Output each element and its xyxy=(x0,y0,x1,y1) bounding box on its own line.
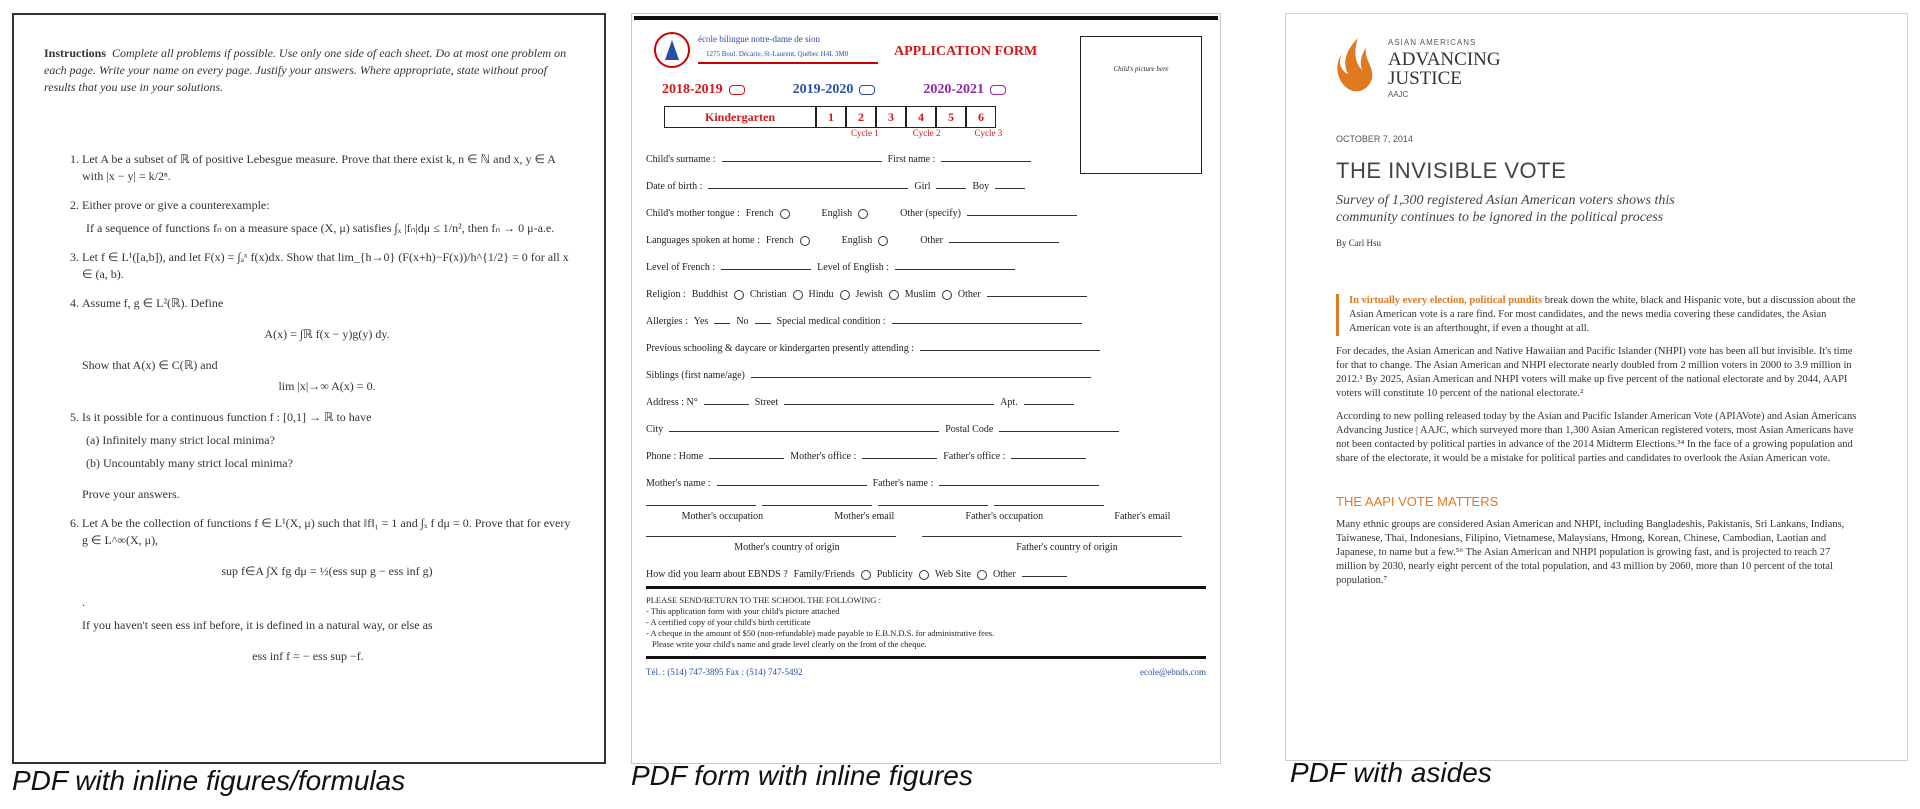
father-email-field[interactable] xyxy=(994,504,1104,506)
christian-label: Christian xyxy=(749,289,787,300)
send-item: - A certified copy of your child's birth certificate xyxy=(646,617,811,627)
byline: By Carl Hsu xyxy=(1336,238,1381,248)
mother-occupation-label: Mother's occupation xyxy=(681,511,764,522)
year-2020-2021[interactable] xyxy=(923,82,1006,98)
radio-icon[interactable] xyxy=(977,570,987,580)
family-label: Family/Friends xyxy=(793,569,855,580)
grade-kindergarten[interactable]: Kindergarten xyxy=(664,106,816,128)
previous-label: Previous schooling & daycare or kindergarten presently attending : xyxy=(646,343,915,354)
report-date: OCTOBER 7, 2014 xyxy=(1336,134,1413,144)
problem-6-head: 6. Let A be the collection of functions f ∈ L¹(X, μ) such that ‖f‖₁ = 1 and ∫ₓ f dμ = 0. Prove that for every g ∈ L^∞(X, μ), xyxy=(82,516,571,547)
problem-1: 1. Let A be a subset of ℝ of positive Lebesgue measure. Prove that there exist k, n ∈ ℕ and x, y ∈ A with |x − y| = k/2ⁿ. xyxy=(82,151,572,185)
problem-4-show: Show that A(x) ∈ C(ℝ) and xyxy=(82,358,218,372)
mother-name-field[interactable] xyxy=(717,484,867,486)
address-number-field[interactable] xyxy=(704,403,749,405)
aajc-report-page xyxy=(1285,13,1908,761)
mother-tongue-label: Child's mother tongue : xyxy=(646,208,740,219)
medical-field[interactable] xyxy=(892,322,1082,324)
problem-4-equation: A(x) = ∫ℝ f(x − y)g(y) dy. xyxy=(264,327,390,341)
level-french-field[interactable] xyxy=(721,268,811,270)
other-label: Other xyxy=(993,569,1016,580)
problem-2-head: 2. Either prove or give a counterexample: xyxy=(82,198,270,212)
postal-field[interactable] xyxy=(999,430,1119,432)
phone-home-field[interactable] xyxy=(709,457,784,459)
siblings-field[interactable] xyxy=(751,376,1091,378)
year-2018-2019[interactable] xyxy=(662,82,745,98)
problem-2 xyxy=(82,197,572,237)
org-top: ASIAN AMERICANS xyxy=(1388,38,1477,47)
application-form-page xyxy=(631,13,1221,764)
other-source-field[interactable] xyxy=(1022,575,1067,577)
first-name-label: First name : xyxy=(887,154,936,165)
radio-icon[interactable] xyxy=(793,290,803,300)
report-subtitle: Survey of 1,300 registered Asian American voters shows this community continues to be ignored in the political process xyxy=(1336,193,1675,225)
other-label: Other xyxy=(957,289,981,300)
jewish-label: Jewish xyxy=(855,289,883,300)
report-title: THE INVISIBLE VOTE xyxy=(1336,158,1567,183)
send-item: Please write your child's name and grade level clearly on the front of the cheque. xyxy=(652,639,927,649)
buddhist-label: Buddhist xyxy=(691,289,728,300)
occupation-labels xyxy=(646,511,1206,522)
radio-icon[interactable] xyxy=(734,290,744,300)
apt-label: Apt. xyxy=(1000,397,1018,408)
father-country-field[interactable] xyxy=(922,535,1182,537)
paragraph-4: Many ethnic groups are considered Asian American and NHPI, including Bangladeshis, Pakistanis, Sri Lankans, Indians, Taiwanese, Thai, Indonesians, Filipino, Vietnamese, Malaysians, Hmong, Korean, Chinese, Cambodian, Laotian and Japanese, to name but a few.⁵⁶ The Asian American and NHPI population is growing fast, and is projected to reach 27 million by 2030, nearly eight percent of the total population, and 43 million by 2060, more than 10 percent of the total population.⁷ xyxy=(1336,519,1845,586)
father-office-field[interactable] xyxy=(1011,457,1086,459)
row-city xyxy=(646,408,1206,435)
row-previous xyxy=(646,327,1206,354)
send-item: - A cheque in the amount of $50 (non-refundable) made payable to E.B.N.D.S. for administrative fees. xyxy=(646,628,995,638)
checkbox-icon[interactable] xyxy=(990,85,1006,95)
mother-office-label: Mother's office : xyxy=(790,451,857,462)
year-label: 2020-2021 xyxy=(923,82,985,97)
problem-5b: (b) Uncountably many strict local minima? xyxy=(86,456,293,470)
radio-icon[interactable] xyxy=(889,290,899,300)
dot: . xyxy=(82,595,85,609)
grade-6[interactable]: 6 xyxy=(966,106,996,128)
checkbox-icon[interactable] xyxy=(859,85,875,95)
address-label: Address : N° xyxy=(646,397,698,408)
org-acronym: AAJC xyxy=(1388,90,1409,99)
school-logo-icon xyxy=(654,32,690,68)
problem-6 xyxy=(82,515,572,580)
radio-icon[interactable] xyxy=(800,236,810,246)
allergies-label: Allergies : xyxy=(646,316,688,327)
radio-icon[interactable] xyxy=(861,570,871,580)
school-email[interactable]: ecole@ebnds.com xyxy=(1139,667,1206,677)
father-email-label: Father's email xyxy=(1114,511,1171,522)
problem-4-head: 4. Assume f, g ∈ L²(ℝ). Define xyxy=(82,296,224,310)
problem-4 xyxy=(82,295,572,395)
school-name: école bilingue notre-dame de sion xyxy=(698,34,820,44)
level-french-label: Level of French : xyxy=(646,262,716,273)
father-name-field[interactable] xyxy=(939,484,1099,486)
row-occupation-lines xyxy=(646,489,1206,509)
yes-label: Yes xyxy=(693,316,709,327)
languages-label: Languages spoken at home : xyxy=(646,235,760,246)
lede-bold: In virtually every election, political pundits xyxy=(1349,295,1543,306)
religion-label: Religion : xyxy=(646,289,686,300)
phone-fax: Tél. : (514) 747-3895 Fax : (514) 747-5492 xyxy=(646,667,803,677)
phone-home-label: Phone : Home xyxy=(646,451,704,462)
problem-5-head: 5. Is it possible for a continuous function f : [0,1] → ℝ to have xyxy=(82,410,372,424)
father-office-label: Father's office : xyxy=(943,451,1006,462)
aajc-flame-logo-icon xyxy=(1336,36,1376,94)
row-siblings xyxy=(646,354,1206,381)
divider xyxy=(646,586,1206,589)
org-line-2: JUSTICE xyxy=(1388,68,1462,89)
year-2019-2020[interactable] xyxy=(793,82,876,98)
paragraph-3: According to new polling released today by the Asian and Pacific Islander American Vote (APIAVote) and Asian Americans Advancing Justice | AAJC, which surveyed more than 1,300 Asian American registered voters, most Asian Americans have not been contacted by political parties in advance of the 2014 Midterm Elections.³⁴ In the face of a growing population and share of the electorate, it would be a mistake for political parties and candidates to overlook the Asian American vote. xyxy=(1336,411,1857,464)
city-label: City xyxy=(646,424,664,435)
problem-6-equation: sup f∈A ∫X fg dμ = ½(ess sup g − ess inf g) xyxy=(221,564,433,578)
father-occupation-label: Father's occupation xyxy=(965,511,1044,522)
row-mother-tongue xyxy=(646,192,1206,219)
post-note: If you haven't seen ess inf before, it is defined in a natural way, or else as xyxy=(82,618,433,632)
postal-label: Postal Code xyxy=(945,424,994,435)
row-parent-names xyxy=(646,462,1206,489)
cycle-3: Cycle 3 xyxy=(974,128,1003,138)
row-address xyxy=(646,381,1206,408)
problem-2-body: If a sequence of functions fₙ on a measure space (X, μ) satisfies ∫ₓ |fₙ|dμ ≤ 1/n², then fₙ → 0 μ-a.e. xyxy=(86,221,555,235)
school-address: 1275 Boul. Décarie, St-Laurent, Québec H4L 3M8 xyxy=(706,50,849,58)
other-specify-label: Other (specify) xyxy=(900,208,961,219)
grade-1[interactable]: 1 xyxy=(816,106,846,128)
problem-5-end: Prove your answers. xyxy=(82,487,180,501)
father-country-label: Father's country of origin xyxy=(1016,542,1118,553)
hindu-label: Hindu xyxy=(808,289,834,300)
other-language-field[interactable] xyxy=(967,214,1077,216)
radio-icon[interactable] xyxy=(919,570,929,580)
radio-icon[interactable] xyxy=(858,209,868,219)
other-religion-field[interactable] xyxy=(987,295,1087,297)
cycle-1: Cycle 1 xyxy=(851,128,879,138)
girl-field[interactable] xyxy=(936,187,966,189)
muslim-label: Muslim xyxy=(904,289,936,300)
radio-icon[interactable] xyxy=(878,236,888,246)
section-heading: THE AAPI VOTE MATTERS xyxy=(1336,494,1499,509)
row-languages xyxy=(646,219,1206,246)
city-field[interactable] xyxy=(669,430,939,432)
instructions-head: Instructions xyxy=(44,46,107,60)
send-head: PLEASE SEND/RETURN TO THE SCHOOL THE FOLLOWING : xyxy=(646,595,881,605)
father-occupation-field[interactable] xyxy=(878,504,988,506)
french-label: French xyxy=(745,208,774,219)
mother-country-label: Mother's country of origin xyxy=(734,542,840,553)
problem-4-limit: lim |x|→∞ A(x) = 0. xyxy=(278,379,376,393)
top-bar xyxy=(634,16,1218,20)
siblings-label: Siblings (first name/age) xyxy=(646,370,745,381)
radio-icon[interactable] xyxy=(942,290,952,300)
caption-middle: PDF form with inline figures xyxy=(631,760,973,791)
row-country-lines xyxy=(646,522,1206,540)
org-name xyxy=(1388,50,1501,88)
grade-5[interactable]: 5 xyxy=(936,106,966,128)
first-name-field[interactable] xyxy=(941,160,1031,162)
org-line-1: ADVANCING xyxy=(1388,49,1501,70)
radio-icon[interactable] xyxy=(840,290,850,300)
caption-left: PDF with inline figures/formulas xyxy=(12,765,406,796)
radio-icon[interactable] xyxy=(780,209,790,219)
form-title: APPLICATION FORM xyxy=(894,44,1038,59)
photo-box[interactable]: Child's picture here xyxy=(1080,36,1202,174)
problem-5 xyxy=(82,409,572,503)
girl-label: Girl xyxy=(914,181,931,192)
problem-5a: (a) Infinitely many strict local minima? xyxy=(86,433,275,447)
mother-email-label: Mother's email xyxy=(834,511,895,522)
problem-3: 3. Let f ∈ L¹([a,b]), and let F(x) = ∫ₐˣ f(x)dx. Show that lim_{h→0} (F(x+h)−F(x))/h^{1/2} = 0 for all x ∈ (a, b). xyxy=(82,249,572,283)
instructions-body: Complete all problems if possible. Use only one side of each sheet. Do at most one problem on each page. Write your name on every page. Justify your answers. Where appropriate, state without proof results that you use in your solutions. xyxy=(44,46,567,94)
row-how xyxy=(646,553,1206,580)
previous-field[interactable] xyxy=(920,349,1100,351)
other-home-language-field[interactable] xyxy=(949,241,1059,243)
how-label: How did you learn about EBNDS ? xyxy=(646,569,788,580)
yes-field[interactable] xyxy=(714,322,730,324)
mother-occupation-field[interactable] xyxy=(646,504,756,506)
boy-label: Boy xyxy=(972,181,990,192)
country-labels xyxy=(646,542,1206,553)
apt-field[interactable] xyxy=(1024,403,1074,405)
street-field[interactable] xyxy=(784,403,994,405)
mother-office-field[interactable] xyxy=(862,457,937,459)
website-label: Web Site xyxy=(934,569,972,580)
instructions xyxy=(44,45,572,96)
no-label: No xyxy=(736,316,749,327)
send-item: - This application form with your child's picture attached xyxy=(646,606,840,616)
row-levels xyxy=(646,246,1206,273)
grade-3[interactable]: 3 xyxy=(876,106,906,128)
level-english-label: Level of English : xyxy=(817,262,890,273)
header-rule xyxy=(698,62,878,64)
french-label: French xyxy=(765,235,794,246)
mother-country-field[interactable] xyxy=(646,535,896,537)
dob-field[interactable] xyxy=(708,187,908,189)
paragraph-2: For decades, the Asian American and Native Hawaiian and Pacific Islander (NHPI) vote has been all but invisible. It's time for that to change. The Asian American and NHPI electorate nearly doubled from 2 million voters in 2000 to 3.9 million in 2012.¹ By 2025, Asian American and NHPI voters will make up five percent of the national electorate and by 2044, AAPI voters will constitute 10 percent of the national electorate.² xyxy=(1336,346,1853,399)
year-label: 2019-2020 xyxy=(792,82,854,97)
year-label: 2018-2019 xyxy=(662,82,723,97)
grade-2[interactable]: 2 xyxy=(846,106,876,128)
medical-label: Special medical condition : xyxy=(776,316,886,327)
surname-label: Child's surname : xyxy=(646,154,716,165)
send-list xyxy=(646,595,1206,650)
street-label: Street xyxy=(754,397,779,408)
publicity-label: Publicity xyxy=(876,569,913,580)
other-label: Other xyxy=(920,235,943,246)
boy-field[interactable] xyxy=(995,187,1025,189)
row-phone xyxy=(646,435,1206,462)
divider xyxy=(646,656,1206,659)
caption-right: PDF with asides xyxy=(1290,757,1492,788)
mother-email-field[interactable] xyxy=(762,504,872,506)
mother-name-label: Mother's name : xyxy=(646,478,711,489)
form-footer xyxy=(646,667,1206,677)
checkbox-icon[interactable] xyxy=(729,85,745,95)
cycle-2: Cycle 2 xyxy=(912,128,941,138)
aajc-header xyxy=(1336,32,1863,110)
math-exam-page xyxy=(12,13,606,764)
post-equation: ess inf f = − ess sup −f. xyxy=(252,649,364,663)
english-label: English xyxy=(841,235,873,246)
surname-field[interactable] xyxy=(722,160,882,162)
lede-rest: break down the white, black and Hispanic vote, but a discussion about the Asian American vote is a rare find. For most candidates, and the news media covering these candidates, the Asian American vote is an afterthought, if even a thought at all. xyxy=(1349,295,1856,334)
row-religion xyxy=(646,273,1206,300)
english-label: English xyxy=(821,208,853,219)
no-field[interactable] xyxy=(755,322,771,324)
level-english-field[interactable] xyxy=(895,268,1015,270)
grade-4[interactable]: 4 xyxy=(906,106,936,128)
lede-paragraph xyxy=(1336,294,1863,336)
row-allergies xyxy=(646,300,1206,327)
father-name-label: Father's name : xyxy=(872,478,934,489)
dob-label: Date of birth : xyxy=(646,181,703,192)
